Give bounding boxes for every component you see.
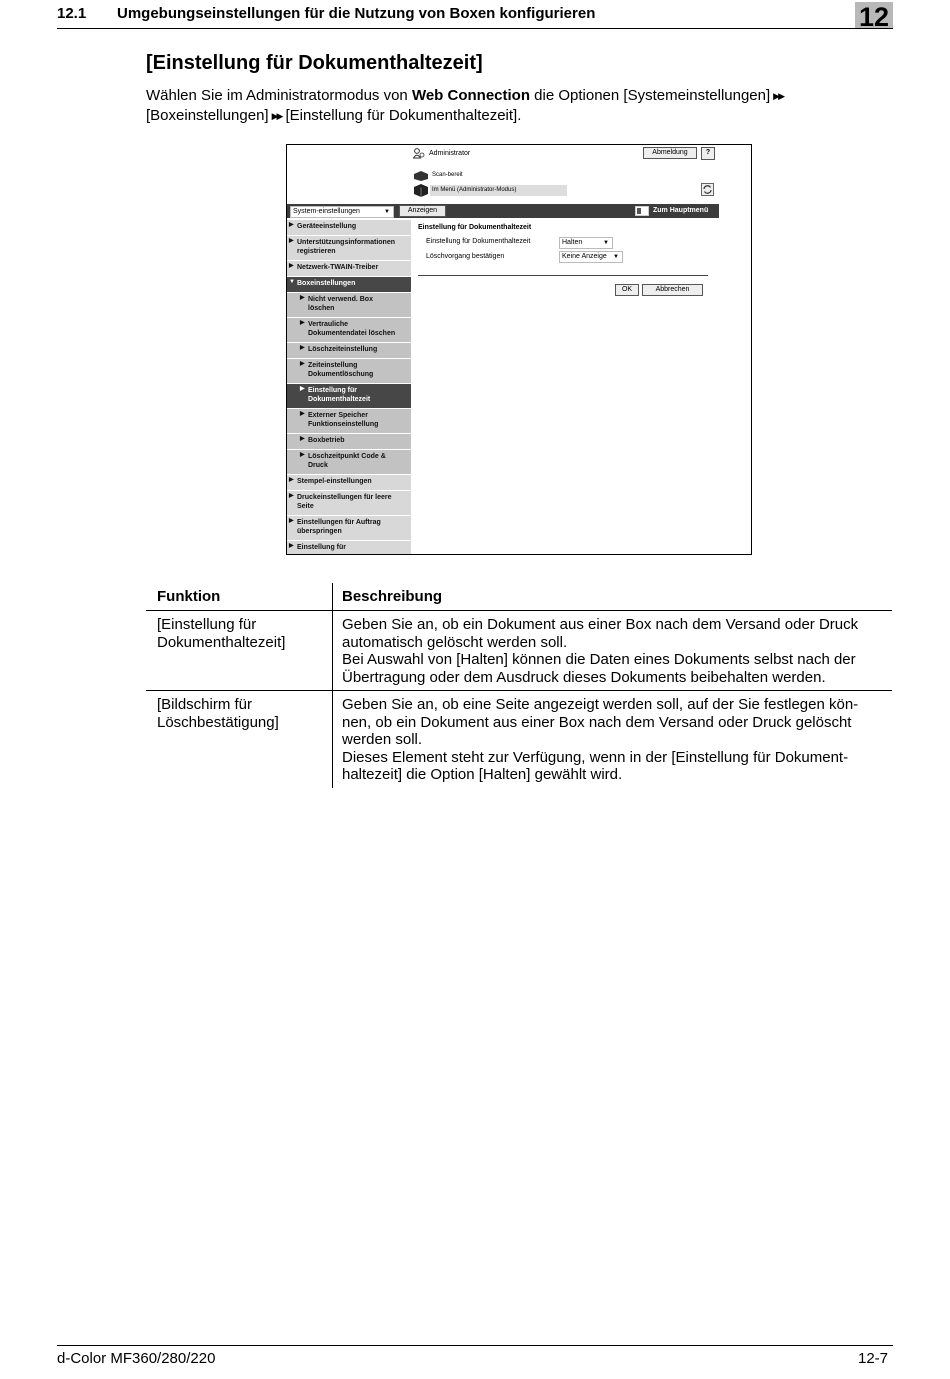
table-row-1-function: [157, 616, 285, 651]
section-number: 12.1: [57, 5, 87, 22]
description-line: automatisch gelöscht werden soll.: [342, 633, 568, 651]
nav-item[interactable]: [287, 409, 411, 434]
nav-item-label: registrieren: [297, 248, 336, 255]
header-rule: [57, 28, 893, 29]
section-title: Umgebungseinstellungen für die Nutzung von Boxen konfigurieren: [117, 5, 596, 22]
status-scan: Scan-bereit: [432, 172, 463, 178]
nav-item-label: Dokumentendatei löschen: [308, 330, 396, 337]
main-menu-link[interactable]: Zum Hauptmenü: [653, 207, 709, 214]
collapsed-arrow-icon: ▶: [289, 477, 294, 483]
field1-label: Einstellung für Dokumenthaltezeit: [426, 238, 531, 245]
panel-divider: [418, 275, 708, 276]
collapsed-arrow-icon: ▶: [289, 222, 294, 228]
double-arrow-icon: ▶▶: [773, 91, 784, 101]
table-row-rule: [146, 690, 892, 691]
double-arrow-icon: ▶▶: [271, 111, 282, 121]
nav-item-label: Druck: [308, 462, 328, 469]
nav-item-label: Löschzeiteinstellung: [308, 346, 378, 353]
table-header-description: Beschreibung: [342, 588, 443, 605]
intro-text-1: Wählen Sie im Administratormodus von: [146, 87, 412, 104]
collapsed-arrow-icon: ▶: [300, 436, 305, 442]
nav-item-label: Löschzeitpunkt Code &: [308, 453, 386, 460]
collapsed-arrow-icon: ▶: [300, 295, 305, 301]
function-line: [Einstellung für: [157, 616, 257, 633]
collapsed-arrow-icon: ▶: [289, 493, 294, 499]
nav-item-label: Boxeinstellungen: [297, 280, 356, 287]
nav-item-label: Netzwerk-TWAIN-Treiber: [297, 264, 379, 271]
logout-button[interactable]: Abmeldung: [643, 147, 697, 159]
page-title: [Einstellung für Dokumenthaltezeit]: [146, 52, 483, 74]
nav-item-label: Unterstützungsinformationen: [297, 239, 395, 246]
nav-item[interactable]: [287, 450, 411, 475]
collapsed-arrow-icon: ▶: [289, 518, 294, 524]
function-line: Dokumenthaltezeit]: [157, 633, 286, 651]
nav-item[interactable]: [287, 491, 411, 516]
nav-item[interactable]: [287, 516, 411, 541]
retention-value: Halten: [562, 239, 583, 246]
printer-icon: [413, 170, 429, 181]
nav-item-label: überspringen: [297, 528, 342, 535]
intro-text-4: [Einstellung für Dokumenthaltezeit].: [285, 107, 522, 124]
chapter-number: 12: [858, 2, 890, 32]
delete-confirm-value: Keine Anzeige: [562, 253, 607, 260]
intro-text-2: die Optionen [Systemeinstellungen]: [530, 87, 771, 104]
description-line: werden soll.: [342, 731, 423, 748]
footer-rule: [57, 1345, 893, 1346]
nav-item-label: Funktionseinstellung: [308, 421, 379, 428]
collapsed-arrow-icon: ▶: [300, 320, 305, 326]
description-line: haltezeit] die Option [Halten] gewählt wird.: [342, 766, 623, 783]
intro-paragraph: [146, 86, 846, 126]
nav-item[interactable]: [287, 384, 411, 409]
box-icon: [413, 183, 429, 197]
nav-item[interactable]: [287, 541, 411, 554]
footer-page-number: 12-7: [858, 1350, 889, 1367]
main-menu-icon: [635, 206, 649, 216]
refresh-icon[interactable]: [701, 183, 714, 196]
nav-item-label: Zeiteinstellung: [308, 362, 358, 369]
nav-item[interactable]: [287, 261, 411, 277]
nav-item[interactable]: [287, 318, 411, 343]
ok-button[interactable]: OK: [615, 284, 639, 296]
function-line: [Bildschirm für: [157, 696, 253, 713]
description-line: Dieses Element steht zur Verfügung, wenn in der [Einstellung für Dokument-: [342, 748, 849, 766]
nav-item-label: Externer Speicher: [308, 412, 368, 419]
table-column-divider: [332, 583, 333, 788]
category-select-value: System-einstellungen: [293, 208, 360, 215]
nav-item-label: Geräteeinstellung: [297, 223, 357, 230]
collapsed-arrow-icon: ▶: [289, 263, 294, 269]
nav-item-label: Dokumenthaltezeit: [308, 396, 371, 403]
retention-select[interactable]: [559, 237, 613, 249]
show-button[interactable]: Anzeigen: [399, 205, 446, 217]
nav-item[interactable]: [287, 220, 411, 236]
table-row-1-description: [342, 616, 858, 686]
web-connection-screenshot: [286, 144, 752, 555]
nav-item[interactable]: [287, 475, 411, 491]
function-line: Löschbestätigung]: [157, 713, 279, 731]
status-mode: Im Menü (Administrator-Modus): [430, 185, 567, 196]
dropdown-arrow-icon: ▼: [613, 254, 619, 260]
dropdown-arrow-icon: ▼: [384, 209, 390, 215]
nav-item-label: Vertrauliche: [308, 321, 349, 328]
description-line: Übertragung oder dem Ausdruck dieses Dokuments beibehalten werden.: [342, 668, 826, 686]
description-line: Geben Sie an, ob eine Seite angezeigt werden soll, auf der Sie festlegen kön-: [342, 696, 859, 713]
nav-item[interactable]: [287, 236, 411, 261]
nav-item[interactable]: [287, 293, 411, 318]
nav-item-label: Druckeinstellungen für leere: [297, 494, 392, 501]
nav-item-label: Einstellung für: [297, 544, 346, 551]
field2-label: Löschvorgang bestätigen: [426, 253, 505, 260]
collapsed-arrow-icon: ▶: [289, 238, 294, 244]
expanded-arrow-icon: ▼: [289, 279, 295, 285]
panel-title: Einstellung für Dokumenthaltezeit: [418, 224, 532, 231]
nav-item[interactable]: [287, 359, 411, 384]
collapsed-arrow-icon: ▶: [300, 361, 305, 367]
category-select[interactable]: [290, 206, 394, 218]
collapsed-arrow-icon: ▶: [300, 345, 305, 351]
nav-item-label: Boxbetrieb: [308, 437, 345, 444]
nav-item-label: Einstellungen für Auftrag: [297, 519, 381, 526]
admin-user-icon: [413, 148, 425, 159]
nav-item-label: Seite: [297, 503, 314, 510]
collapsed-arrow-icon: ▶: [300, 411, 305, 417]
nav-item-label: Nicht verwend. Box: [308, 296, 373, 303]
table-row-2-function: [157, 696, 279, 731]
description-line: Geben Sie an, ob ein Dokument aus einer Box nach dem Versand oder Druck: [342, 616, 859, 633]
nav-item[interactable]: [287, 434, 411, 450]
collapsed-arrow-icon: ▶: [300, 386, 305, 392]
cancel-button[interactable]: Abbrechen: [642, 284, 703, 296]
delete-confirm-select[interactable]: [559, 251, 623, 263]
collapsed-arrow-icon: ▶: [289, 543, 294, 549]
nav-item-label: Stempel-einstellungen: [297, 478, 372, 485]
nav-item[interactable]: [287, 277, 411, 293]
nav-item-label: Dokumentlöschung: [308, 371, 374, 378]
intro-bold: Web Connection: [411, 87, 531, 104]
intro-text-3: [Boxeinstellungen]: [146, 107, 269, 124]
settings-nav: [287, 220, 411, 554]
description-line: Bei Auswahl von [Halten] können die Daten eines Dokuments selbst nach der: [342, 651, 856, 668]
help-button[interactable]: ?: [701, 147, 715, 160]
table-header-rule: [146, 610, 892, 611]
dropdown-arrow-icon: ▼: [603, 240, 609, 246]
nav-item-label: löschen: [308, 305, 335, 312]
user-label: Administrator: [429, 150, 471, 157]
nav-item-label: Einstellung für: [308, 387, 357, 394]
table-row-2-description: [342, 696, 858, 784]
collapsed-arrow-icon: ▶: [300, 452, 305, 458]
nav-item[interactable]: [287, 343, 411, 359]
table-header-function: Funktion: [157, 588, 221, 605]
description-line: nen, ob ein Dokument aus einer Box nach dem Versand oder Druck gelöscht: [342, 713, 852, 731]
footer-model: d-Color MF360/280/220: [57, 1350, 216, 1367]
